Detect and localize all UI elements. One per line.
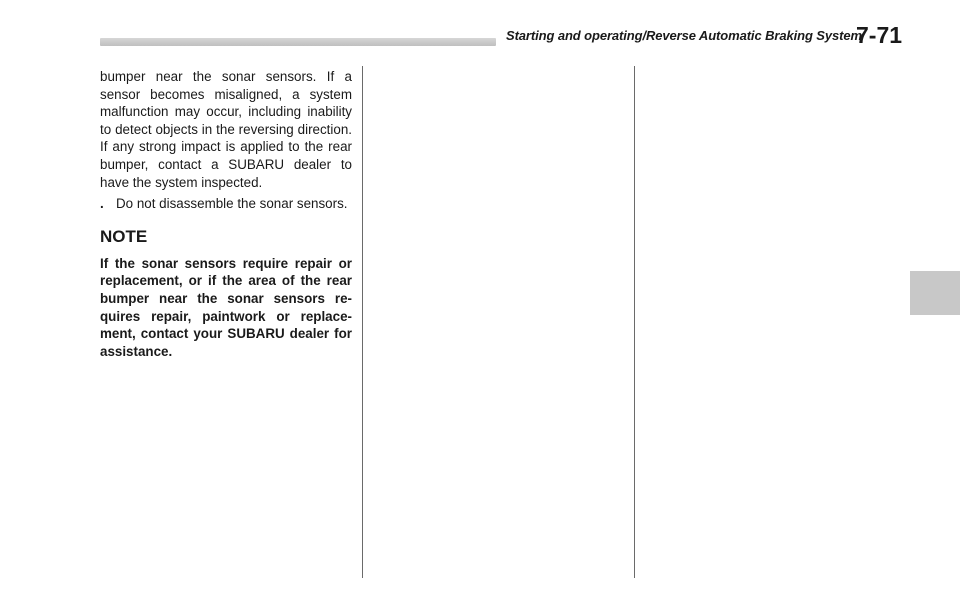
column-divider-left (362, 66, 363, 578)
bullet-mark: . (100, 196, 104, 212)
bullet-text: Do not disassemble the sonar sensors. (116, 196, 348, 212)
note-text: If the sonar sensors require repair or replacement, or if the area of the rear bumper near the sonar sensors re-quires repair, paintwork or replace-ment, contact your SUBARU dealer for assistance. (100, 255, 352, 359)
page-number: 7-71 (856, 22, 903, 48)
header-rule-bar (100, 38, 496, 46)
body-paragraph: bumper near the sonar sensors. If a sensor becomes misaligned, a system malfunction may occur, including inability to detect objects in the reversing direction. If any strong impact is applied to the rear bumper, contact a SUBARU dealer to have the system inspected. (100, 69, 352, 190)
chapter-thumb-tab (910, 271, 960, 315)
left-column-content (100, 68, 352, 360)
note-heading: NOTE (100, 226, 148, 246)
column-divider-right (634, 66, 635, 578)
section-title: Starting and operating/Reverse Automatic Braking System (506, 28, 862, 43)
bullet-item (100, 195, 352, 213)
